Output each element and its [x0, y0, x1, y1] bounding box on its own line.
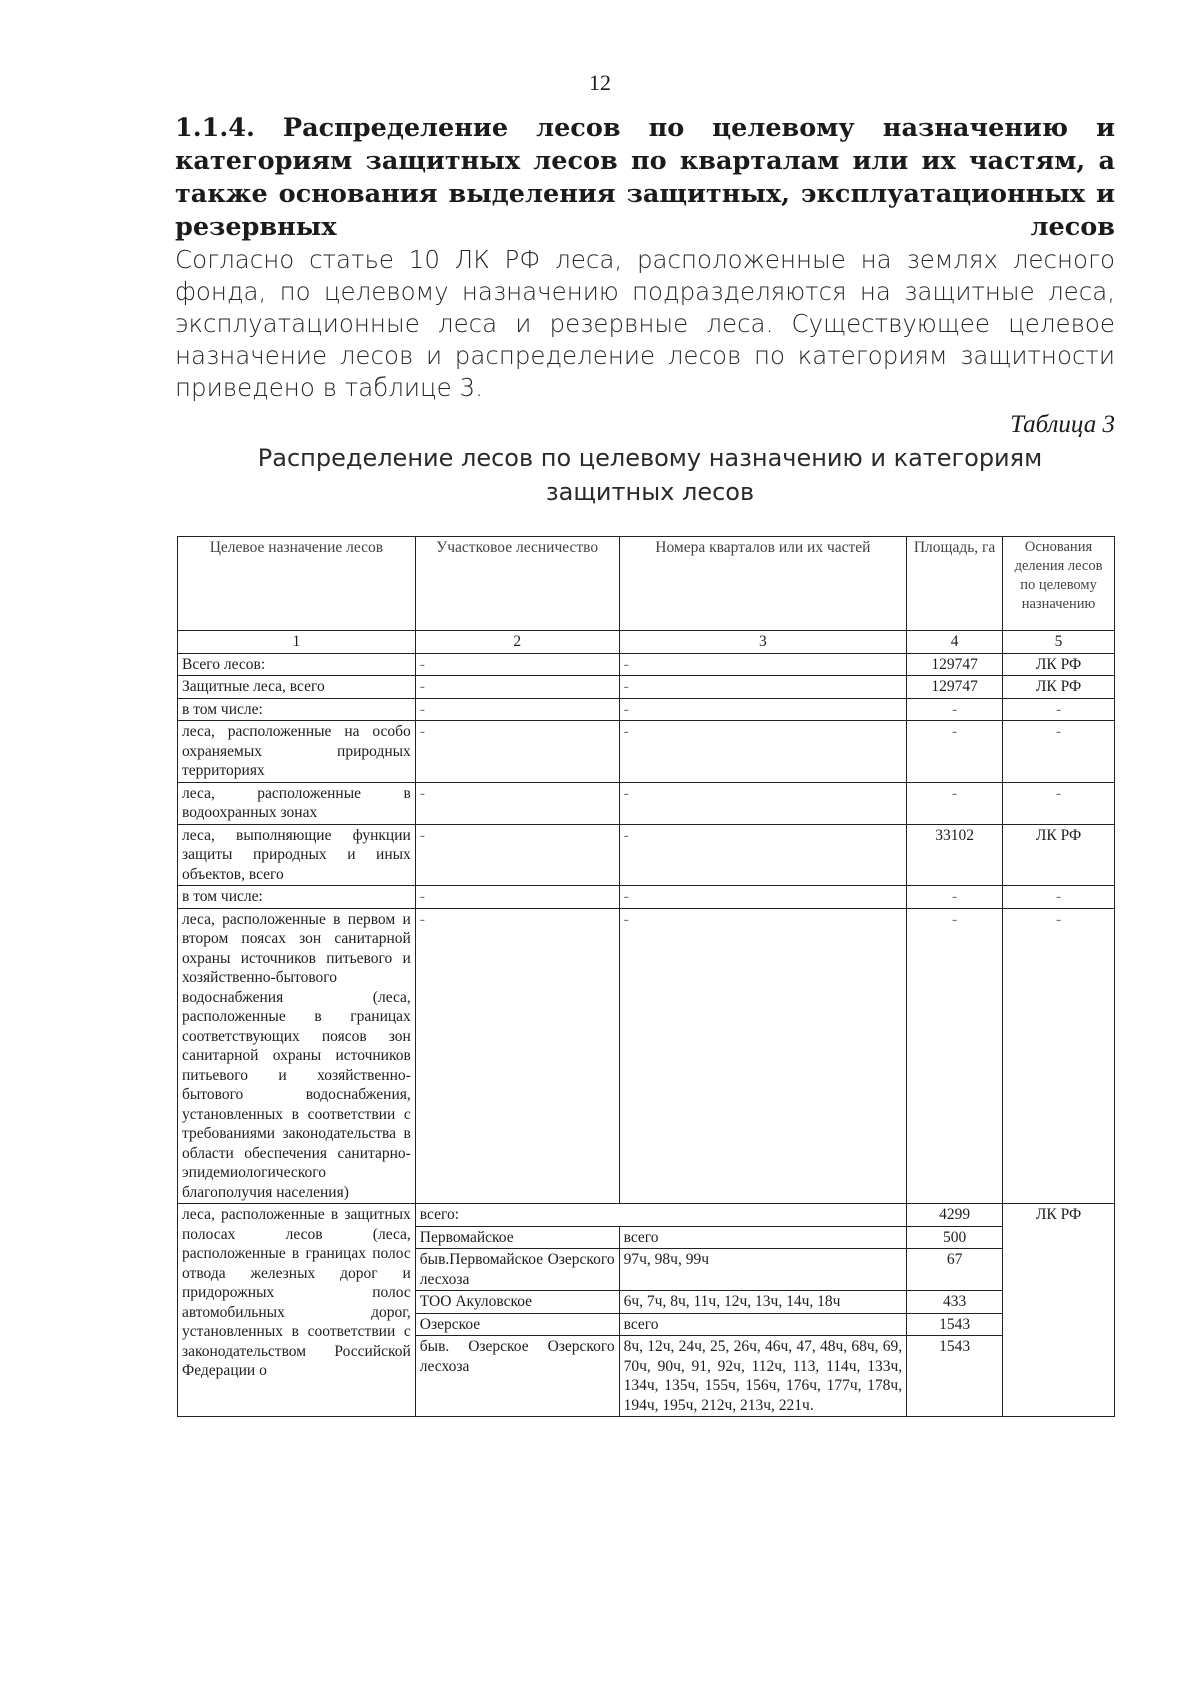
header-cell: Участковое лесничество — [415, 537, 619, 631]
purpose-cell: в том числе: — [178, 698, 416, 721]
column-number: 2 — [415, 631, 619, 654]
table-label: Таблица 3 — [1010, 411, 1115, 438]
table-row — [178, 908, 1115, 1204]
page-number: 12 — [589, 70, 611, 95]
basis-cell: - — [1003, 782, 1115, 824]
header-cell: Номера кварталов или их частей — [619, 537, 906, 631]
purpose-cell: леса, расположенные в защитных полосах лесов (леса, расположенные в границах полос отвода железных дорог и придорожных полос автомобильных дорог, установленных в соответствии с законодательством Российской Федерации о — [178, 1204, 416, 1417]
table-row — [178, 886, 1115, 909]
forestry-cell: Озерское — [415, 1313, 619, 1336]
column-number: 1 — [178, 631, 416, 654]
basis-cell: ЛК РФ — [1003, 653, 1115, 676]
area-cell: - — [907, 886, 1003, 909]
header-cell: Основания деления лесов по целевому назначению — [1003, 537, 1115, 631]
purpose-cell: в том числе: — [178, 886, 416, 909]
forestry-cell: - — [415, 782, 619, 824]
forestry-cell: - — [415, 676, 619, 699]
purpose-cell: леса, расположенные в первом и втором поясах зон санитарной охраны источников питьевого и хозяйственно-бытового водоснабжения (леса, расположенные в границах соответствующих поясов зон санитарной охраны источников питьевого и хозяйственно-бытового водоснабжения, установленных в соответствии с требованиями законодательства в области обеспечения санитарно-эпидемиологического благополучия населения) — [178, 908, 416, 1204]
quarters-cell: - — [619, 782, 906, 824]
quarters-cell: - — [619, 676, 906, 699]
area-cell: 129747 — [907, 676, 1003, 699]
table-row — [178, 782, 1115, 824]
table-caption: Распределение лесов по целевому назначению и категориям защитных лесов — [257, 444, 1043, 506]
quarters-cell: - — [619, 653, 906, 676]
area-cell: 33102 — [907, 824, 1003, 886]
purpose-cell: леса, расположенные на особо охраняемых природных территориях — [178, 721, 416, 783]
forest-distribution-table — [177, 536, 1115, 1417]
table-body — [178, 653, 1115, 1204]
area-cell: - — [907, 782, 1003, 824]
intro-paragraph: Согласно статье 10 ЛК РФ леса, расположенные на землях лесного фонда, по целевому назначению подразделяются на защитные леса, эксплуатационные леса и резервные леса. Существующее целевое назначение лесов и распределение лесов по категориям защитности приведено в таблице 3. — [175, 245, 1115, 402]
forestry-cell: - — [415, 886, 619, 909]
section-heading: 1.1.4. Распределение лесов по целевому назначению и категориям защитных лесов по кварталам или их частям, а также основания выделения защитных, эксплуатационных и резервных лесов — [175, 113, 1115, 242]
basis-cell: - — [1003, 886, 1115, 909]
header-cell: Площадь, га — [907, 537, 1003, 631]
table-body-group — [178, 1204, 1115, 1417]
basis-cell: - — [1003, 908, 1115, 1204]
basis-cell: - — [1003, 721, 1115, 783]
area-cell: 500 — [907, 1226, 1003, 1249]
forestry-cell: - — [415, 908, 619, 1204]
quarters-cell: всего — [619, 1226, 906, 1249]
basis-cell: ЛК РФ — [1003, 824, 1115, 886]
area-cell: 1543 — [907, 1336, 1003, 1417]
area-cell: 67 — [907, 1249, 1003, 1291]
purpose-cell: леса, выполняющие функции защиты природных и иных объектов, всего — [178, 824, 416, 886]
quarters-cell: 8ч, 12ч, 24ч, 25, 26ч, 46ч, 47, 48ч, 68ч, 69, 70ч, 90ч, 91, 92ч, 112ч, 113, 114ч, 133ч, 134ч, 135ч, 155ч, 156ч, 176ч, 177ч, 178ч, 194ч, 195ч, 212ч, 213ч, 221ч. — [619, 1336, 906, 1417]
quarters-cell: 97ч, 98ч, 99ч — [619, 1249, 906, 1291]
column-number: 4 — [907, 631, 1003, 654]
forestry-cell: - — [415, 721, 619, 783]
area-cell: - — [907, 698, 1003, 721]
area-cell: 1543 — [907, 1313, 1003, 1336]
table-row — [178, 1204, 1115, 1227]
purpose-cell: Защитные леса, всего — [178, 676, 416, 699]
area-cell: 129747 — [907, 653, 1003, 676]
basis-cell: - — [1003, 698, 1115, 721]
forestry-cell: - — [415, 698, 619, 721]
column-number: 5 — [1003, 631, 1115, 654]
table-row — [178, 698, 1115, 721]
area-cell: - — [907, 908, 1003, 1204]
basis-cell: ЛК РФ — [1003, 1204, 1115, 1417]
purpose-cell: леса, расположенные в водоохранных зонах — [178, 782, 416, 824]
quarters-cell: всего — [619, 1313, 906, 1336]
forestry-cell: быв. Озерское Озерского лесхоза — [415, 1336, 619, 1417]
forestry-cell: быв.Первомайское Озерского лесхоза — [415, 1249, 619, 1291]
forestry-cell: - — [415, 653, 619, 676]
table-row — [178, 721, 1115, 783]
quarters-cell: - — [619, 698, 906, 721]
quarters-cell: - — [619, 721, 906, 783]
quarters-cell: - — [619, 886, 906, 909]
area-cell: 433 — [907, 1291, 1003, 1314]
area-cell: 4299 — [907, 1204, 1003, 1227]
table-row — [178, 653, 1115, 676]
column-number: 3 — [619, 631, 906, 654]
basis-cell: ЛК РФ — [1003, 676, 1115, 699]
area-cell: - — [907, 721, 1003, 783]
forestry-cell: всего: — [415, 1204, 906, 1227]
quarters-cell: - — [619, 824, 906, 886]
table-header-row — [178, 537, 1115, 631]
quarters-cell: - — [619, 908, 906, 1204]
purpose-cell: Всего лесов: — [178, 653, 416, 676]
forestry-cell: - — [415, 824, 619, 886]
quarters-cell: 6ч, 7ч, 8ч, 11ч, 12ч, 13ч, 14ч, 18ч — [619, 1291, 906, 1314]
forestry-cell: ТОО Акуловское — [415, 1291, 619, 1314]
header-cell: Целевое назначение лесов — [178, 537, 416, 631]
table-row — [178, 824, 1115, 886]
column-number-row — [178, 631, 1115, 654]
table-row — [178, 676, 1115, 699]
forestry-cell: Первомайское — [415, 1226, 619, 1249]
